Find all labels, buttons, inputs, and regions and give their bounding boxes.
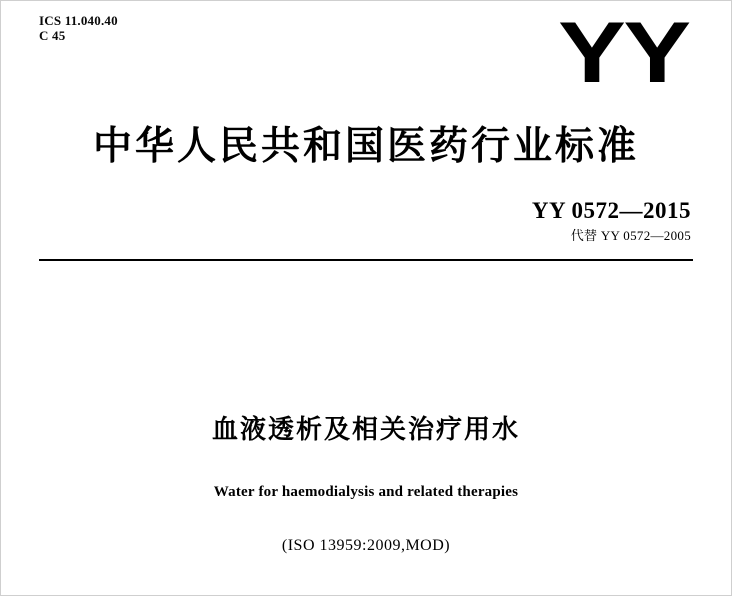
adoption-reference: (ISO 13959:2009,MOD) [281,537,451,554]
classification-code: C 45 [39,28,66,43]
document-title-english: Water for haemodialysis and related therapies [213,484,519,500]
standard-series-title: 中华人民共和国医药行业标准 [92,124,639,169]
replaces-note: 代替 YY 0572—2005 [570,228,691,243]
horizontal-divider [39,259,693,261]
document-title-chinese: 血液透析及相关治疗用水 [211,415,520,445]
standard-number: YY 0572—2015 [531,198,691,223]
ics-classification-block [39,13,118,43]
yy-issuer-mark: YY [558,5,689,101]
standard-number-block [532,197,691,245]
ics-code: ICS 11.040.40 [39,13,118,28]
